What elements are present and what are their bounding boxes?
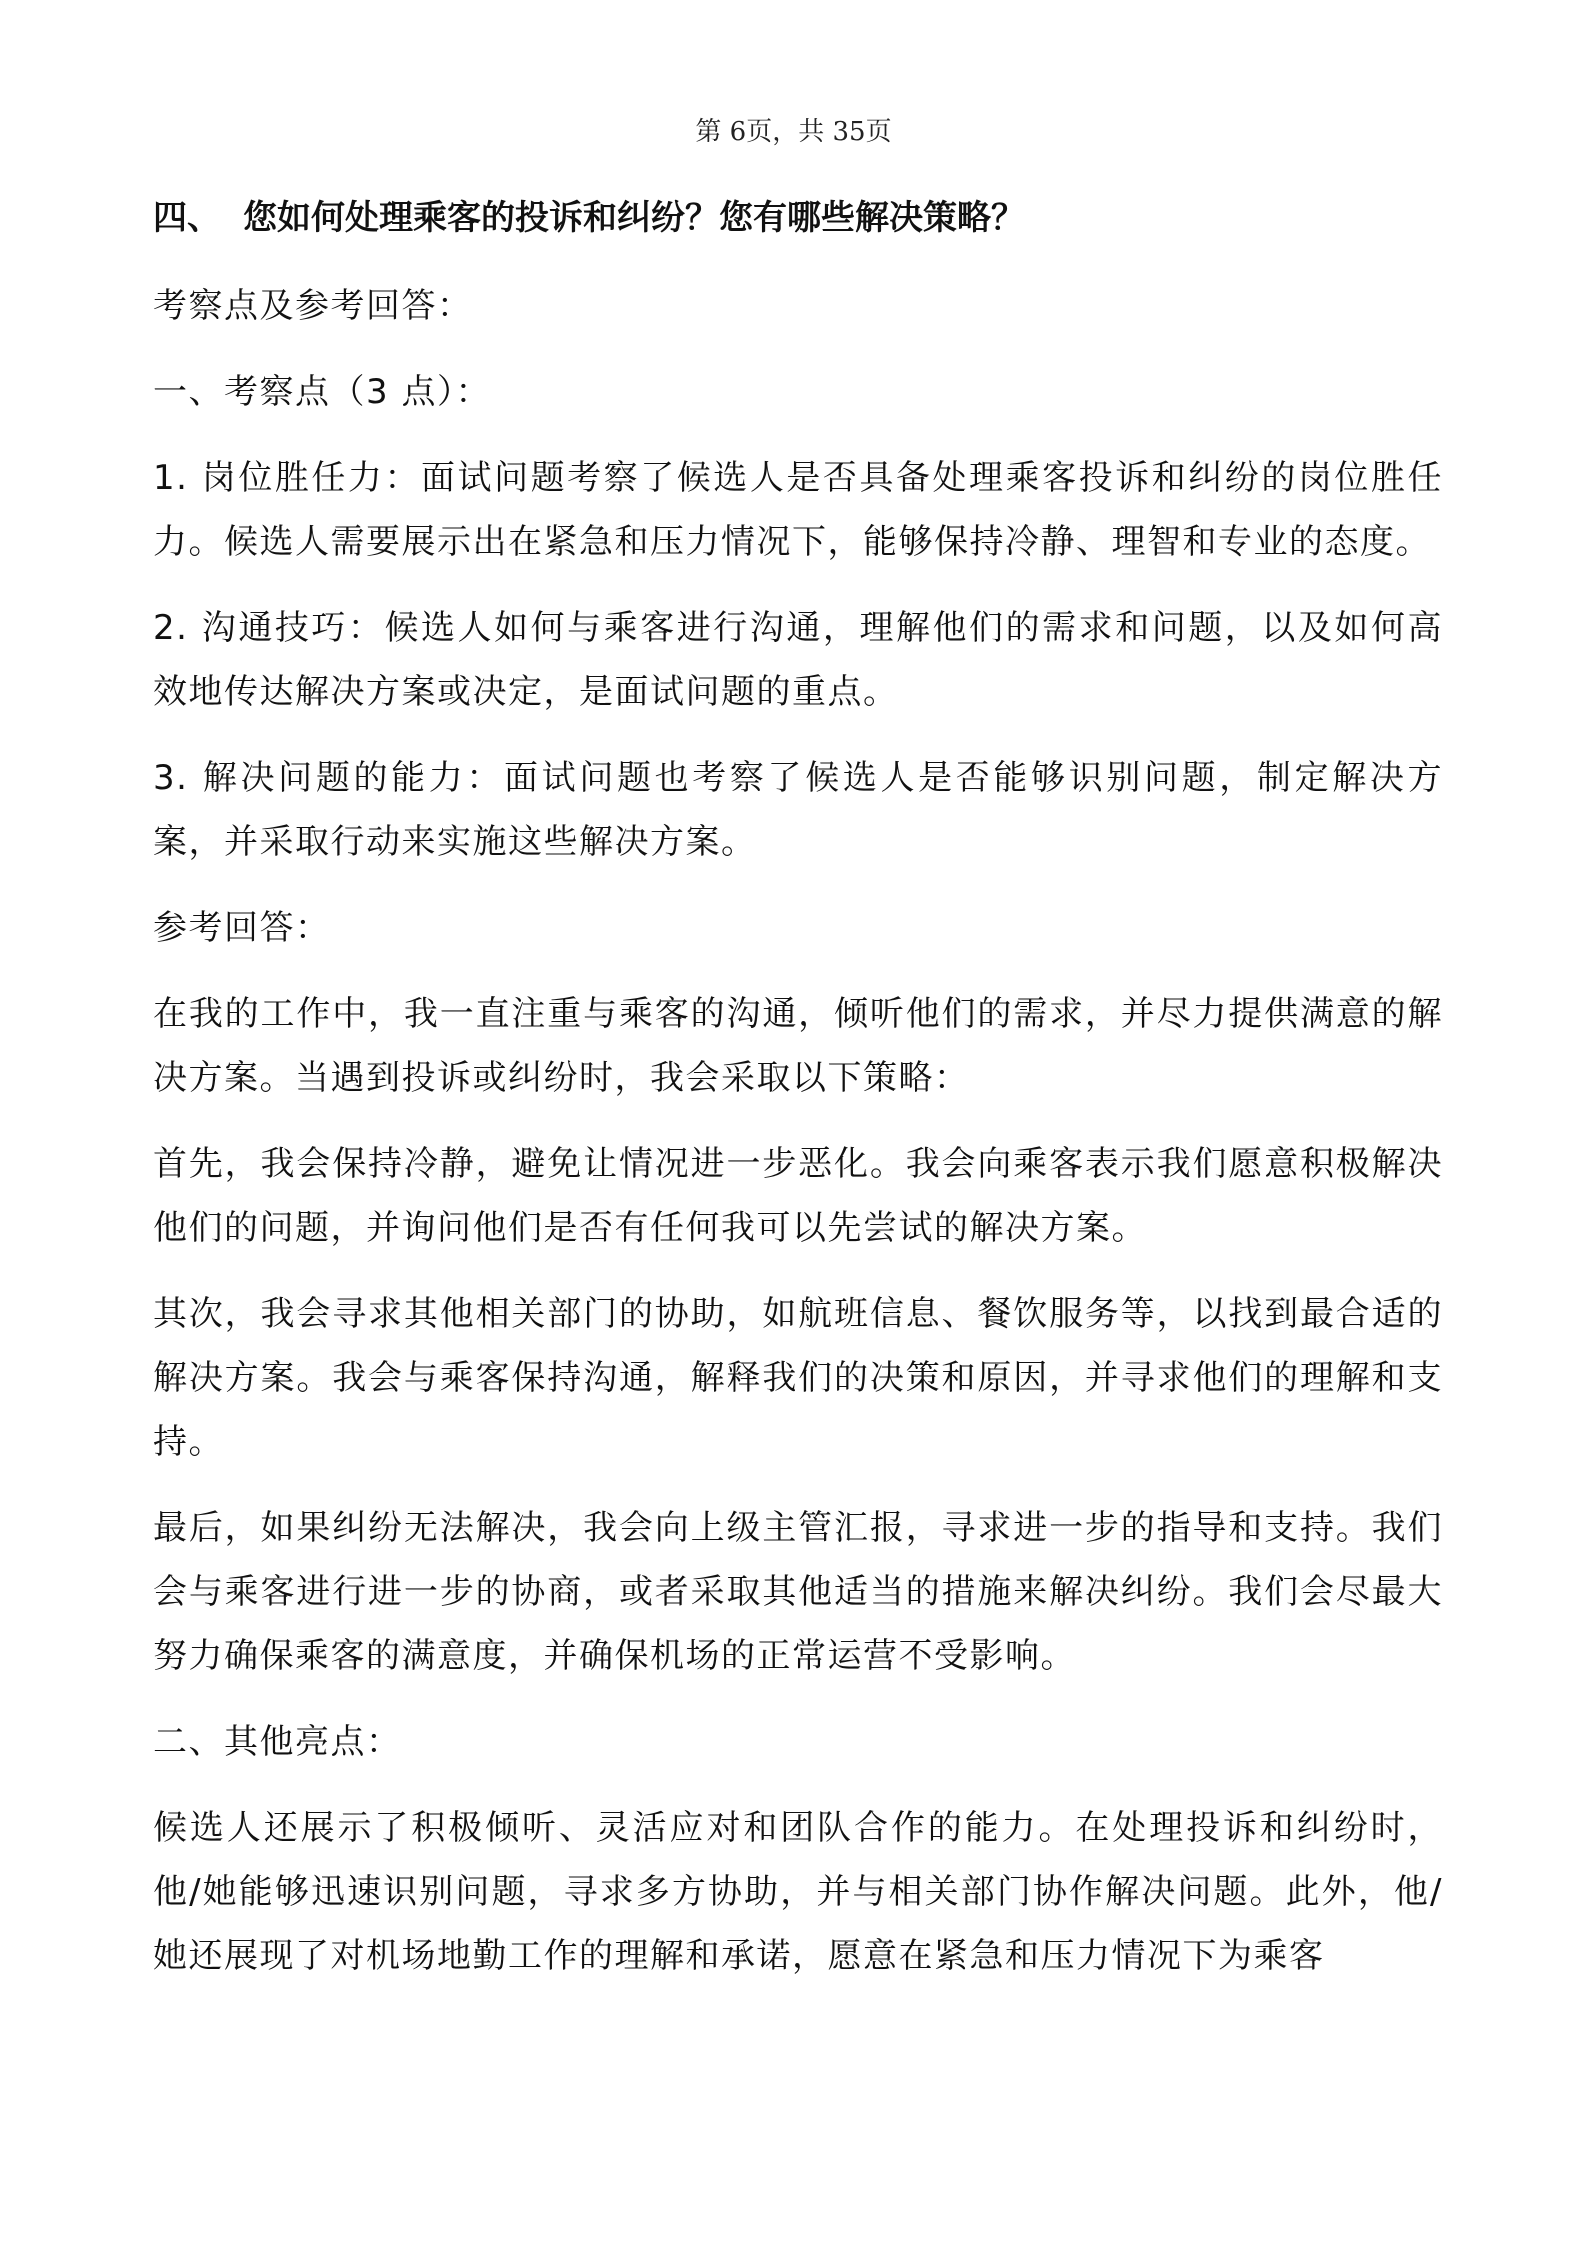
section-heading-reference-answer: 参考回答： [153,908,331,948]
section-intro: 考察点及参考回答： [153,286,473,326]
answer-paragraph: 其次，我会寻求其他相关部门的协助，如航班信息、餐饮服务等，以找到最合适的解决方案。我会与乘客保持沟通，解释我们的决策和原因，并寻求他们的理解和支持。 [153,1294,1443,1462]
question-title: 您如何处理乘客的投诉和纠纷？您有哪些解决策略？ [243,198,1025,238]
point-competency: 1. 岗位胜任力：面试问题考察了候选人是否具备处理乘客投诉和纠纷的岗位胜任力。候选人需要展示出在紧急和压力情况下，能够保持冷静、理智和专业的态度。 [153,458,1443,562]
answer-paragraph: 首先，我会保持冷静，避免让情况进一步恶化。我会向乘客表示我们愿意积极解决他们的问题，并询问他们是否有任何我可以先尝试的解决方案。 [153,1144,1443,1248]
question-number: 四、 [153,198,221,238]
question-heading [153,190,1443,246]
point-communication: 2. 沟通技巧：候选人如何与乘客进行沟通，理解他们的需求和问题，以及如何高效地传达解决方案或决定，是面试问题的重点。 [153,608,1443,712]
highlights-paragraph: 候选人还展示了积极倾听、灵活应对和团队合作的能力。在处理投诉和纠纷时，他/她能够迅速识别问题，寻求多方协助，并与相关部门协作解决问题。此外，他/她还展现了对机场地勤工作的理解和承诺，愿意在紧急和压力情况下为乘客 [153,1808,1443,1976]
document-body [153,190,1443,2010]
section-heading-highlights: 二、其他亮点： [153,1722,402,1762]
answer-paragraph: 在我的工作中，我一直注重与乘客的沟通，倾听他们的需求，并尽力提供满意的解决方案。当遇到投诉或纠纷时，我会采取以下策略： [153,994,1443,1098]
page-indicator: 第 6页，共 35页 [695,117,892,147]
answer-paragraph: 最后，如果纠纷无法解决，我会向上级主管汇报，寻求进一步的指导和支持。我们会与乘客进行进一步的协商，或者采取其他适当的措施来解决纠纷。我们会尽最大努力确保乘客的满意度，并确保机场的正常运营不受影响。 [153,1508,1443,1676]
section-heading-evaluation-points: 一、考察点（3 点）： [153,372,491,412]
point-problem-solving: 3. 解决问题的能力：面试问题也考察了候选人是否能够识别问题，制定解决方案，并采取行动来实施这些解决方案。 [153,758,1443,862]
